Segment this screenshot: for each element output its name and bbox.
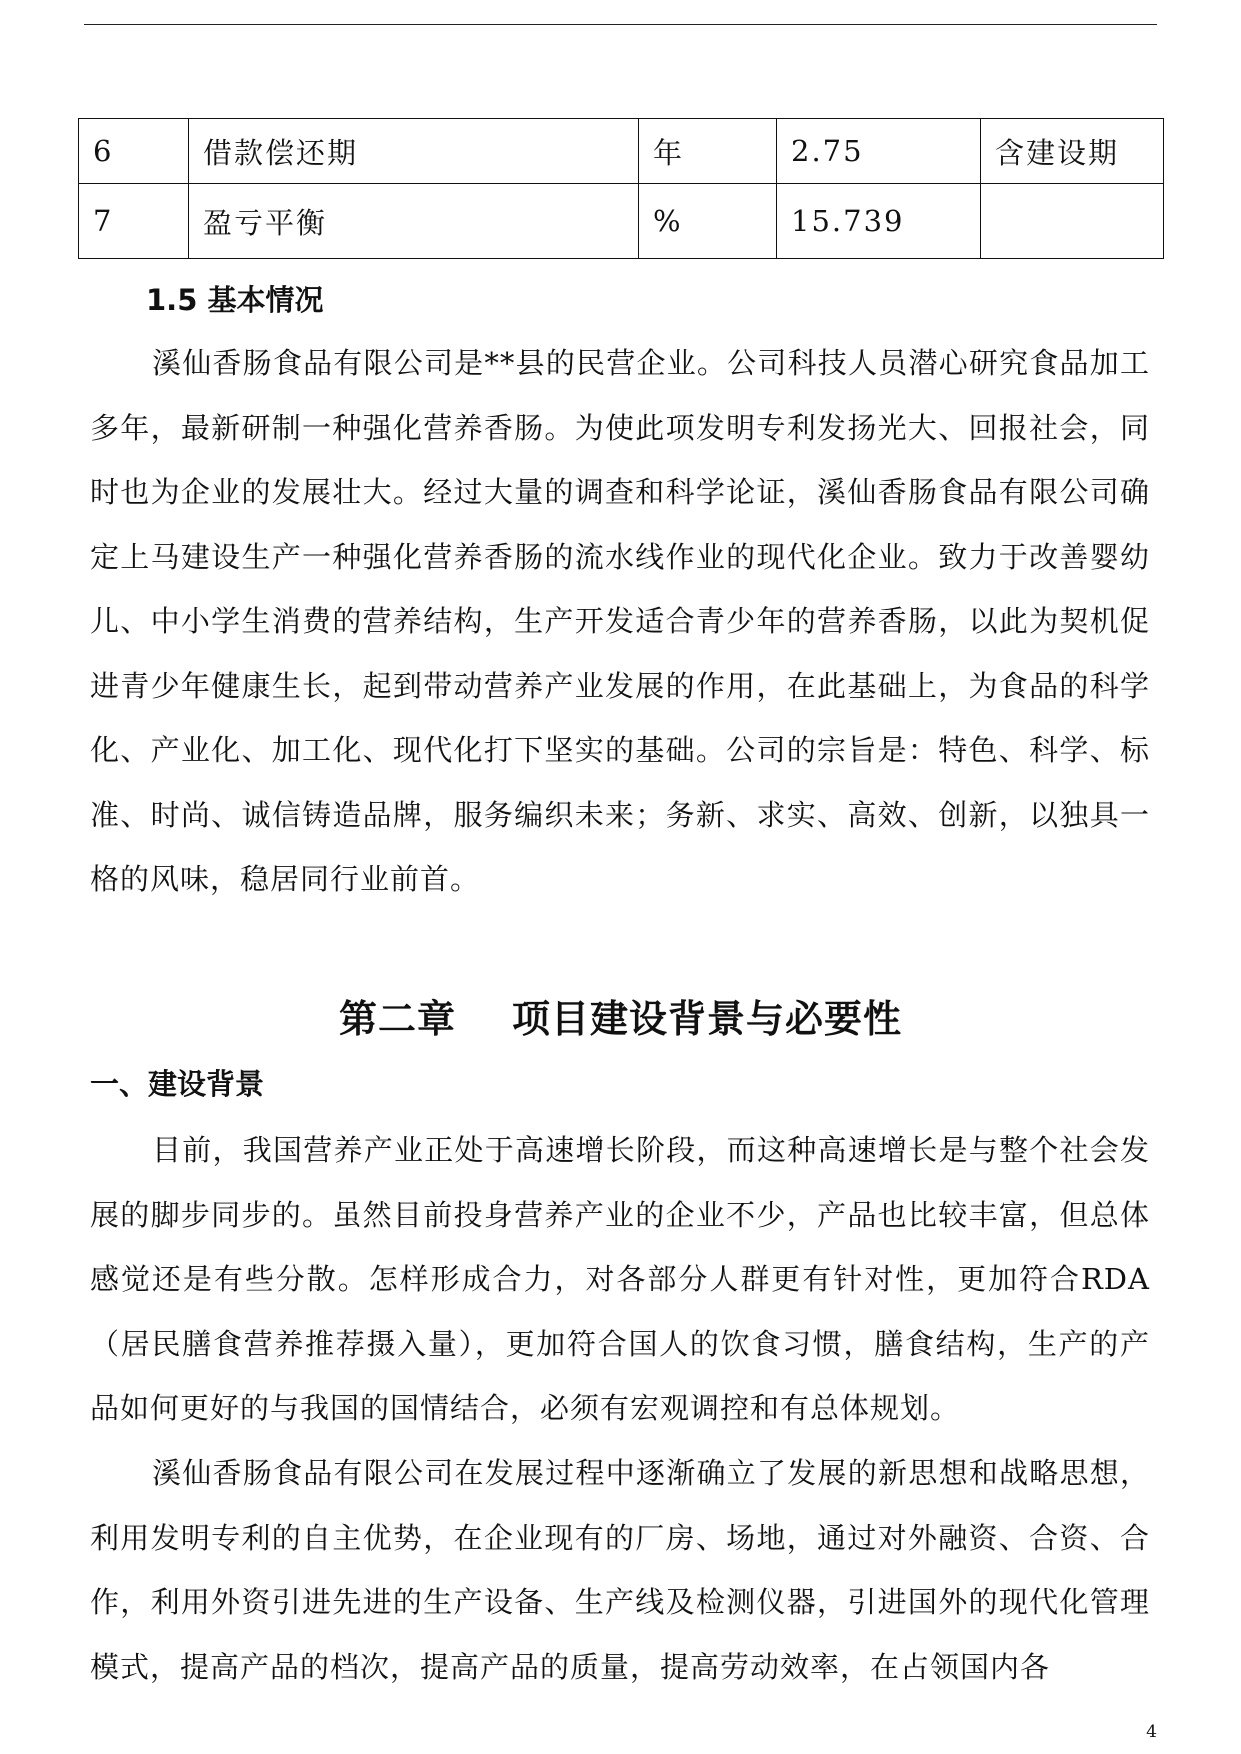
cell-no: 7 — [79, 184, 189, 259]
cell-value: 2.75 — [777, 119, 981, 184]
header-rule — [84, 24, 1157, 25]
cell-unit: % — [639, 184, 777, 259]
page-number: 4 — [1146, 1722, 1157, 1742]
chapter-title — [0, 988, 1241, 1043]
chapter-number: 第二章 — [338, 997, 456, 1041]
cell-item: 借款偿还期 — [189, 119, 639, 184]
paragraph-background-1: 目前，我国营养产业正处于高速增长阶段，而这种高速增长是与整个社会发展的脚步同步的。虽然目前投身营养产业的企业不少，产品也比较丰富，但总体感觉还是有些分散。怎样形成合力，对各部分人群更有针对性，更加符合RDA（居民膳食营养推荐摄入量），更加符合国人的饮食习惯，膳食结构，生产的产品如何更好的与我国的国情结合，必须有宏观调控和有总体规划。 — [90, 1133, 1150, 1425]
summary-table — [78, 118, 1164, 259]
cell-item: 盈亏平衡 — [189, 184, 639, 259]
cell-unit: 年 — [639, 119, 777, 184]
section-heading-background: 一、建设背景 — [90, 1067, 265, 1101]
section-heading-1-5: 1.5 基本情况 — [146, 283, 324, 317]
table-row — [79, 184, 1164, 259]
cell-note — [981, 184, 1164, 259]
paragraph-basic-info: 溪仙香肠食品有限公司是**县的民营企业。公司科技人员潜心研究食品加工多年，最新研制一种强化营养香肠。为使此项发明专利发扬光大、回报社会，同时也为企业的发展壮大。经过大量的调查和科学论证，溪仙香肠食品有限公司确定上马建设生产一种强化营养香肠的流水线作业的现代化企业。致力于改善婴幼儿、中小学生消费的营养结构，生产开发适合青少年的营养香肠，以此为契机促进青少年健康生长，起到带动营养产业发展的作用，在此基础上，为食品的科学化、产业化、加工化、现代化打下坚实的基础。公司的宗旨是：特色、科学、标准、时尚、诚信铸造品牌，服务编织未来；务新、求实、高效、创新，以独具一格的风味，稳居同行业前首。 — [90, 346, 1150, 896]
cell-no: 6 — [79, 119, 189, 184]
paragraph-background-2: 溪仙香肠食品有限公司在发展过程中逐渐确立了发展的新思想和战略思想，利用发明专利的自主优势，在企业现有的厂房、场地，通过对外融资、合资、合作，利用外资引进先进的生产设备、生产线及检测仪器，引进国外的现代化管理模式，提高产品的档次，提高产品的质量，提高劳动效率，在占领国内各 — [90, 1456, 1150, 1684]
cell-value: 15.739 — [777, 184, 981, 259]
chapter-name: 项目建设背景与必要性 — [512, 997, 903, 1041]
cell-note: 含建设期 — [981, 119, 1164, 184]
table-row — [79, 119, 1164, 184]
